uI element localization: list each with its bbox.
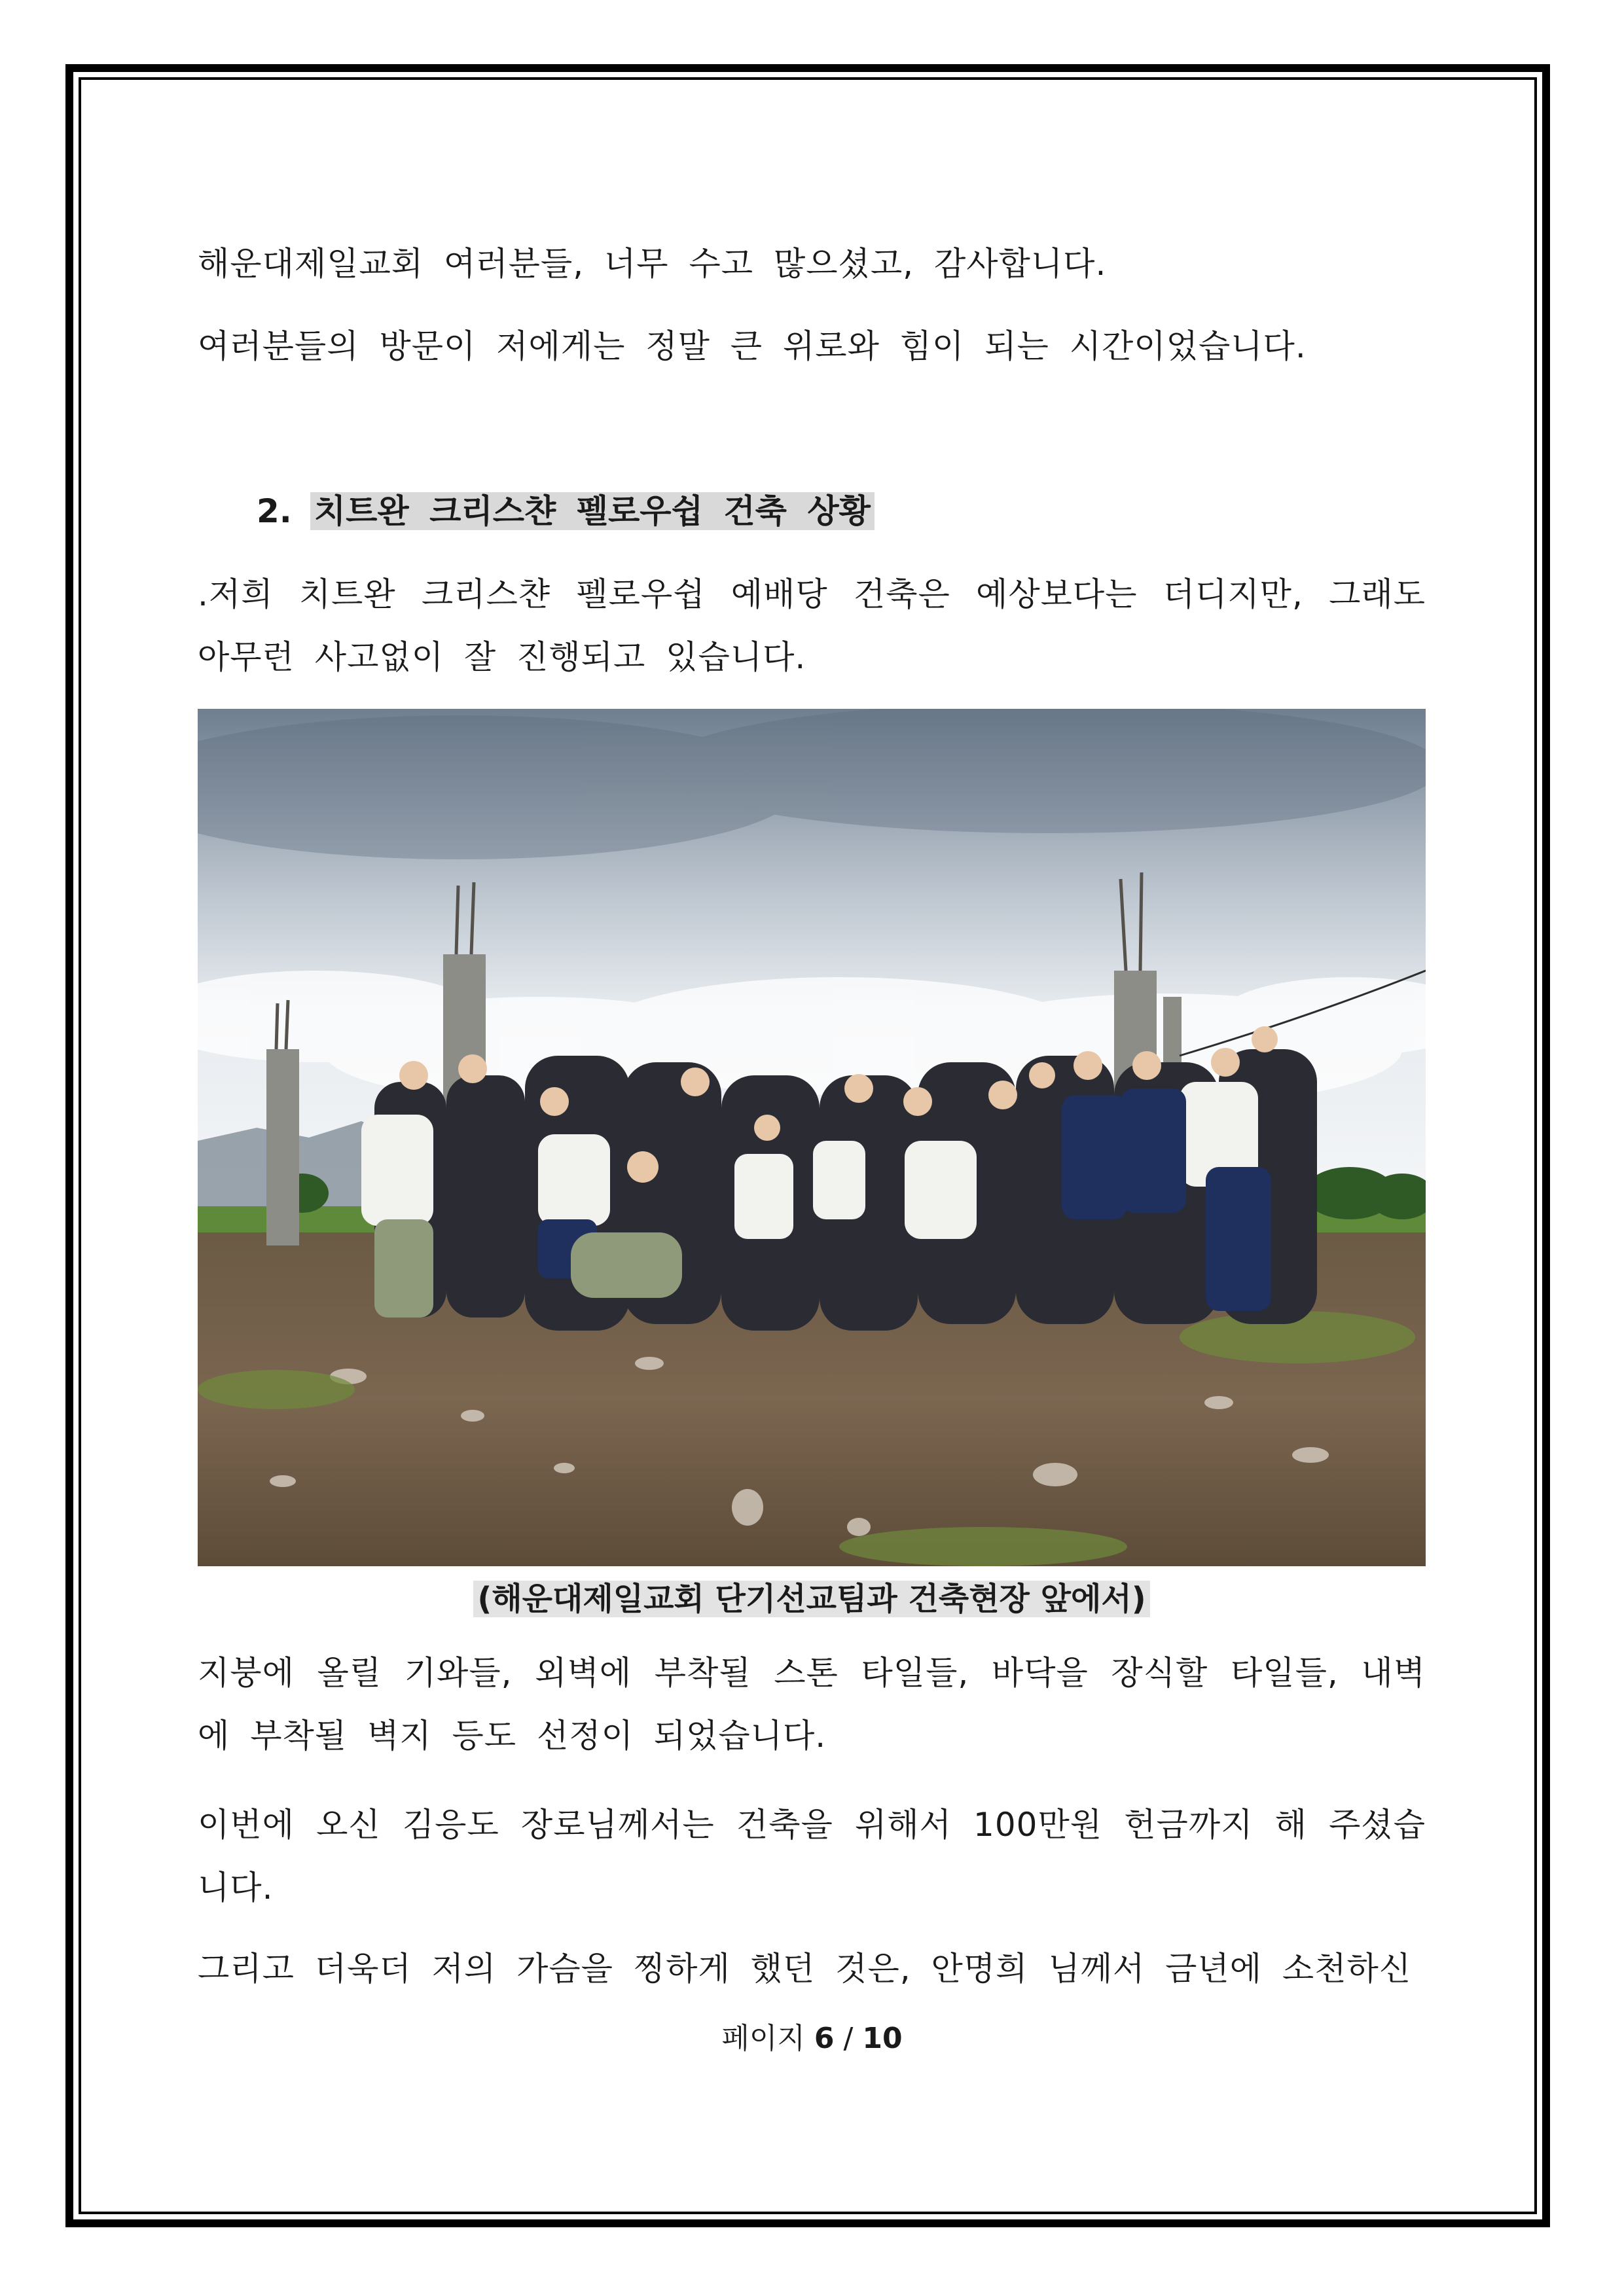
paragraph-thanks: 해운대제일교회 여러분들, 너무 수고 많으셨고, 감사합니다.	[198, 245, 1107, 283]
section-heading	[257, 483, 875, 539]
page-number	[0, 2016, 1624, 2062]
section-title: 치트완 크리스챤 펠로우쉽 건축 상황	[310, 492, 875, 530]
paragraph-materials: 지붕에 올릴 기와들, 외벽에 부착될 스톤 타일들, 바닥을 장식할 타일들, 내벽에 부착될 벽지 등도 선정이 되었습니다.	[198, 1654, 1426, 1755]
photo-caption	[198, 1573, 1426, 1625]
paragraph-comfort: 여러분들의 방문이 저에게는 정말 큰 위로와 힘이 되는 시간이었습니다.	[198, 327, 1307, 365]
current-page: 6	[814, 2022, 835, 2055]
photo-caption-text: (해운대제일교회 단기선교팀과 건축현장 앞에서)	[473, 1581, 1149, 1617]
group-photo	[198, 709, 1426, 1566]
page-separator: /	[843, 2022, 854, 2055]
paragraph-continued: 그리고 더욱더 저의 가슴을 찡하게 했던 것은, 안명희 님께서 금년에 소천하신	[198, 1950, 1412, 1988]
total-pages: 10	[862, 2022, 903, 2055]
page-label: 페이지	[721, 2022, 805, 2055]
section-number: 2.	[257, 492, 292, 530]
paragraph-donation: 이번에 오신 김응도 장로님께서는 건축을 위해서 100만원 헌금까지 해 주셨습니다.	[198, 1806, 1426, 1907]
paragraph-construction-progress: .저희 치트완 크리스챤 펠로우쉽 예배당 건축은 예상보다는 더디지만, 그래도 아무런 사고없이 잘 진행되고 있습니다.	[198, 575, 1426, 676]
